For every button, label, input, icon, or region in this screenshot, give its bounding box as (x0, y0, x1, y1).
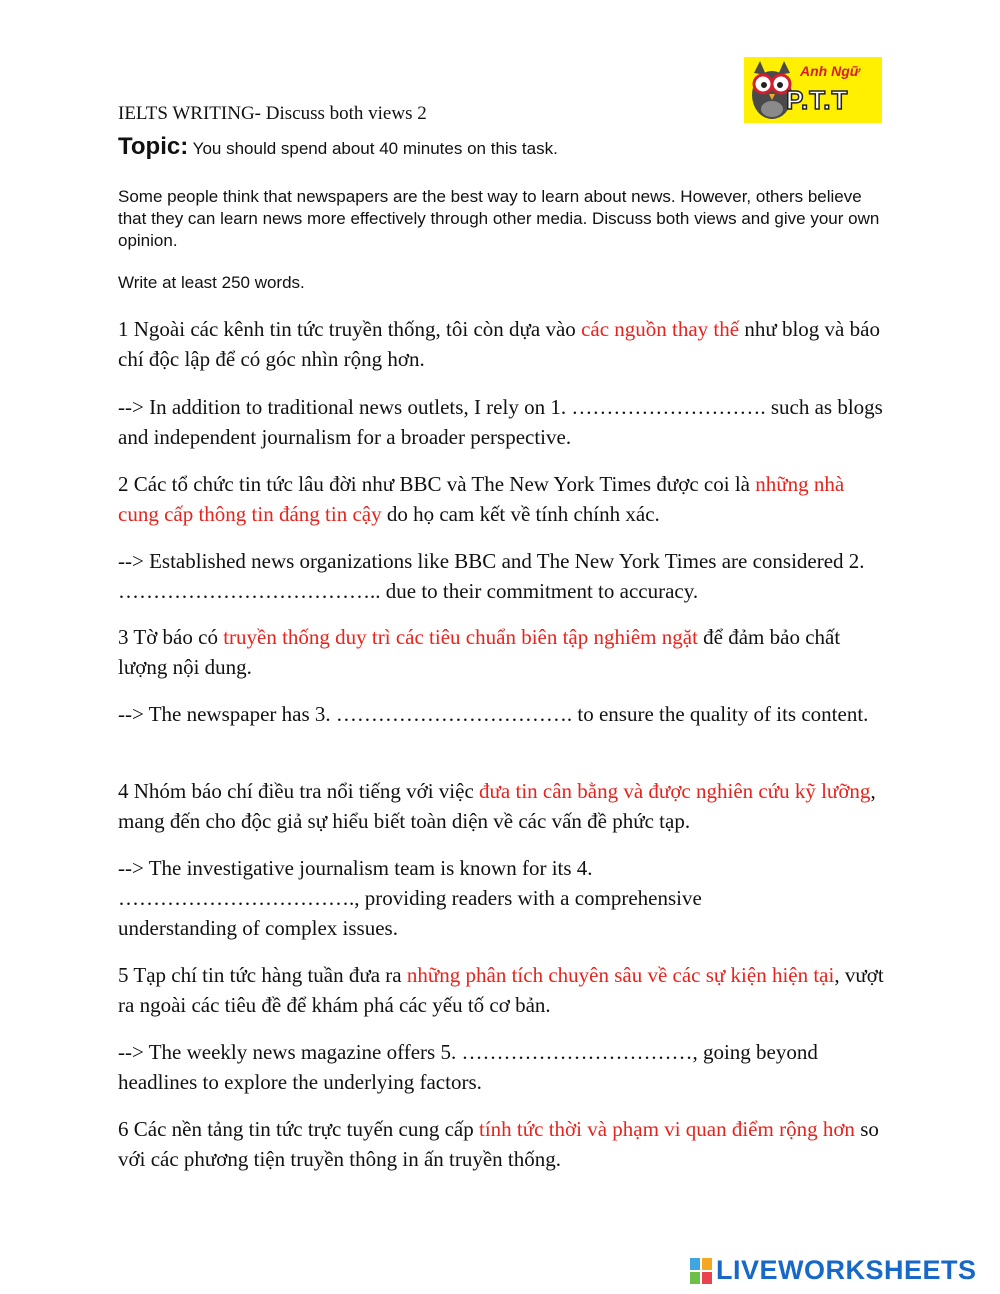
exercise-6-highlight: tính tức thời và phạm vi quan điểm rộng hơn (478, 1117, 855, 1141)
exercise-5-vietnamese: 5 Tạp chí tin tức hàng tuần đưa ra những phân tích chuyên sâu về các sự kiện hiện tại, vượt ra ngoài các tiêu đề để khám phá các yếu tố cơ bản. (118, 963, 884, 1017)
exercise-1-english: --> In addition to traditional news outlets, I rely on 1. ………………………. such as blogs and independent journalism for a broader perspective. (118, 395, 883, 449)
exercise-2-highlight: những nhà cung cấp thông tin đáng tin cậy (118, 472, 845, 526)
topic-label: Topic: (118, 133, 189, 160)
exercise-5-english: --> The weekly news magazine offers 5. ……………………………, going beyond headlines to explore the underlying factors. (118, 1040, 818, 1094)
liveworksheets-wordmark: LIVEWORKSHEETS (716, 1255, 977, 1285)
essay-prompt: Some people think that newspapers are the best way to learn about news. However, others believe that they can learn news more effectively through other media. Discuss both views and give your own opinion. (118, 187, 880, 250)
exercise-4-vietnamese: 4 Nhóm báo chí điều tra nổi tiếng với việc đưa tin cân bằng và được nghiên cứu kỹ lưỡng, mang đến cho độc giả sự hiểu biết toàn diện về các vấn đề phức tạp. (118, 779, 876, 833)
word-count-instruction: Write at least 250 words. (118, 273, 305, 292)
topic-line (118, 133, 558, 161)
exercise-2-vietnamese: 2 Các tổ chức tin tức lâu đời như BBC và The New York Times được coi là những nhà cung cấp thông tin đáng tin cậy do họ cam kết về tính chính xác. (118, 472, 845, 526)
topic-instruction: You should spend about 40 minutes on this task. (192, 139, 558, 158)
logo-main-text: P.T.T (786, 85, 849, 115)
publisher-logo (744, 57, 882, 123)
liveworksheets-badge-icon (690, 1258, 712, 1284)
exercise-3-english: --> The newspaper has 3. ……………………………. to ensure the quality of its content. (118, 702, 869, 726)
worksheet-title: IELTS WRITING- Discuss both views 2 (118, 103, 427, 124)
exercise-3-vietnamese: 3 Tờ báo có truyền thống duy trì các tiêu chuẩn biên tập nghiêm ngặt để đảm bảo chất lượng nội dung. (118, 625, 841, 679)
exercise-4-english-line1: --> The investigative journalism team is known for its 4. (118, 856, 593, 880)
exercise-4-english-line2: ……………………………., providing readers with a comprehensive understanding of complex issues. (118, 886, 702, 940)
logo-top-text: Anh Ngữ (800, 63, 860, 79)
exercise-6-vietnamese: 6 Các nền tảng tin tức trực tuyến cung cấp tính tức thời và phạm vi quan điểm rộng hơn so với các phương tiện truyền thông in ấn truyền thống. (118, 1117, 879, 1171)
exercise-4-highlight: đưa tin cân bằng và được nghiên cứu kỹ lưỡng (479, 779, 871, 803)
exercise-3-highlight: truyền thống duy trì các tiêu chuẩn biên tập nghiêm ngặt (223, 625, 698, 649)
exercise-5-highlight: những phân tích chuyên sâu về các sự kiện hiện tại (406, 963, 835, 987)
exercise-1-vietnamese: 1 Ngoài các kênh tin tức truyền thống, tôi còn dựa vào các nguồn thay thế như blog và báo chí độc lập để có góc nhìn rộng hơn. (118, 317, 880, 371)
exercise-1-highlight: các nguồn thay thế (581, 317, 740, 341)
exercise-2-english: --> Established news organizations like BBC and The New York Times are considered 2. ……………………………….. due to their commitment to accuracy. (118, 549, 865, 603)
